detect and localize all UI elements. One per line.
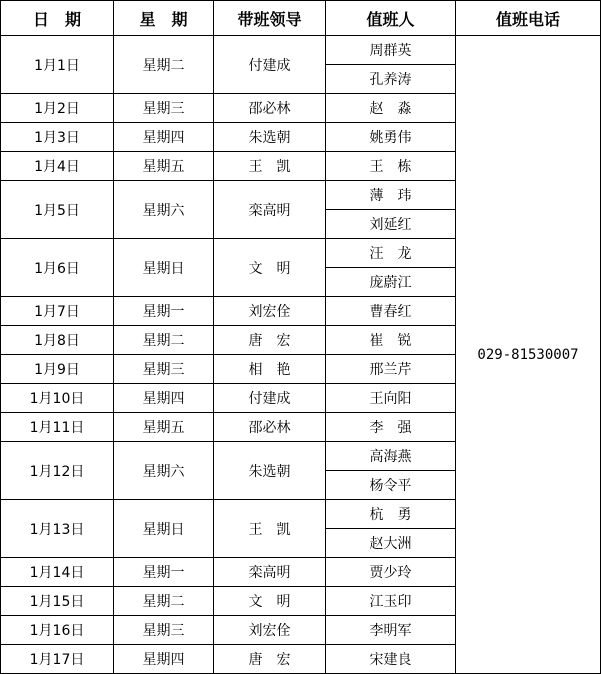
staff-cell: 赵大洲 [326,529,456,558]
leader-cell: 付建成 [214,384,326,413]
staff-cell: 宋建良 [326,645,456,674]
table-row [1,36,601,65]
weekday-cell: 星期三 [114,616,214,645]
header-date: 日 期 [1,1,114,36]
leader-cell: 唐 宏 [214,645,326,674]
weekday-cell: 星期六 [114,442,214,500]
staff-cell: 贾少玲 [326,558,456,587]
staff-cell: 杭 勇 [326,500,456,529]
header-weekday: 星 期 [114,1,214,36]
table-body [1,36,601,674]
leader-cell: 邵必林 [214,413,326,442]
leader-cell: 刘宏佺 [214,297,326,326]
staff-cell: 汪 龙 [326,239,456,268]
date-cell: 1月9日 [1,355,114,384]
weekday-cell: 星期四 [114,123,214,152]
leader-cell: 相 艳 [214,355,326,384]
leader-cell: 刘宏佺 [214,616,326,645]
date-cell: 1月15日 [1,587,114,616]
weekday-cell: 星期二 [114,326,214,355]
header-staff: 值班人 [326,1,456,36]
staff-cell: 王 栋 [326,152,456,181]
date-cell: 1月3日 [1,123,114,152]
date-cell: 1月7日 [1,297,114,326]
date-cell: 1月10日 [1,384,114,413]
leader-cell: 朱选朝 [214,442,326,500]
leader-cell: 邵必林 [214,94,326,123]
leader-cell: 唐 宏 [214,326,326,355]
date-cell: 1月16日 [1,616,114,645]
staff-cell: 曹春红 [326,297,456,326]
date-cell: 1月14日 [1,558,114,587]
staff-cell: 王向阳 [326,384,456,413]
date-cell: 1月11日 [1,413,114,442]
weekday-cell: 星期日 [114,239,214,297]
weekday-cell: 星期三 [114,355,214,384]
leader-cell: 栾高明 [214,181,326,239]
leader-cell: 栾高明 [214,558,326,587]
leader-cell: 文 明 [214,239,326,297]
weekday-cell: 星期一 [114,558,214,587]
weekday-cell: 星期五 [114,152,214,181]
weekday-cell: 星期一 [114,297,214,326]
header-phone: 值班电话 [456,1,601,36]
date-cell: 1月5日 [1,181,114,239]
staff-cell: 姚勇伟 [326,123,456,152]
date-cell: 1月13日 [1,500,114,558]
staff-cell: 邢兰芹 [326,355,456,384]
date-cell: 1月2日 [1,94,114,123]
leader-cell: 付建成 [214,36,326,94]
date-cell: 1月4日 [1,152,114,181]
staff-cell: 薄 玮 [326,181,456,210]
staff-cell: 李明军 [326,616,456,645]
weekday-cell: 星期二 [114,587,214,616]
staff-cell: 庞蔚江 [326,268,456,297]
weekday-cell: 星期日 [114,500,214,558]
phone-cell: 029-81530007 [456,36,601,674]
staff-cell: 高海燕 [326,442,456,471]
staff-cell: 江玉印 [326,587,456,616]
staff-cell: 李 强 [326,413,456,442]
staff-cell: 孔养涛 [326,65,456,94]
leader-cell: 王 凯 [214,500,326,558]
staff-cell: 崔 锐 [326,326,456,355]
weekday-cell: 星期四 [114,384,214,413]
header-leader: 带班领导 [214,1,326,36]
staff-cell: 周群英 [326,36,456,65]
weekday-cell: 星期六 [114,181,214,239]
leader-cell: 文 明 [214,587,326,616]
weekday-cell: 星期四 [114,645,214,674]
leader-cell: 王 凯 [214,152,326,181]
staff-cell: 刘延红 [326,210,456,239]
header-row [1,1,601,36]
weekday-cell: 星期二 [114,36,214,94]
weekday-cell: 星期三 [114,94,214,123]
date-cell: 1月8日 [1,326,114,355]
weekday-cell: 星期五 [114,413,214,442]
leader-cell: 朱选朝 [214,123,326,152]
date-cell: 1月1日 [1,36,114,94]
date-cell: 1月6日 [1,239,114,297]
date-cell: 1月12日 [1,442,114,500]
date-cell: 1月17日 [1,645,114,674]
staff-cell: 赵 淼 [326,94,456,123]
staff-cell: 杨令平 [326,471,456,500]
